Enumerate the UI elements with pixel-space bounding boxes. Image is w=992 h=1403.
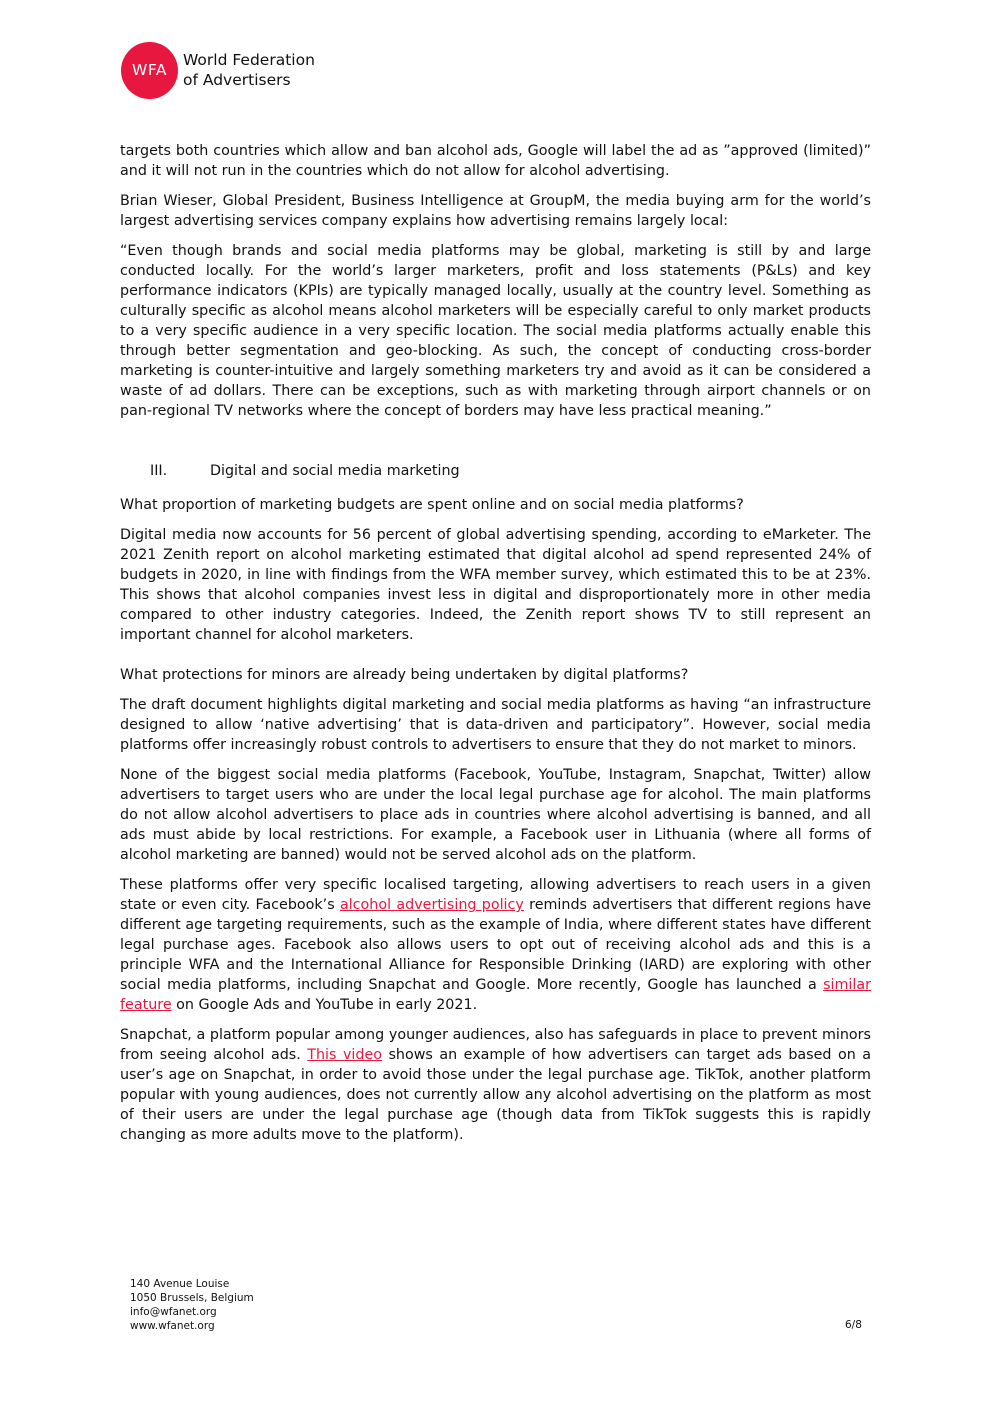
paragraph-draft-document: The draft document highlights digital marketing and social media platforms as having “an infrastructure designed to allow ‘native advertising’ that is data-driven and participatory”. However, social media platforms offer increasingly robust controls to advertisers to ensure that they do not market to minors. (120, 697, 871, 753)
text-segment: reminds advertisers that different regions have different age targeting requirements, such as the example of India, where different states have different legal purchase ages. Facebook also allows users to opt out of receiving alcohol ads and this is a principle WFA and the International Alliance for Responsible Drinking (IARD) are exploring with other social media platforms, including Snapchat and Google. More recently, Google has launched a (120, 897, 871, 993)
wfa-logo (121, 41, 341, 99)
footer-city: 1050 Brussels, Belgium (130, 1292, 254, 1304)
text-segment: These platforms offer very specific localised targeting, allowing advertisers to reach users in a given state or even city. Facebook’s (120, 877, 871, 913)
similar-feature-link[interactable]: similar feature (120, 977, 871, 1013)
footer-street: 140 Avenue Louise (130, 1278, 230, 1290)
paragraph-snapchat (120, 1025, 871, 1145)
paragraph-localised-targeting (120, 875, 871, 1015)
document-body (120, 141, 871, 1155)
paragraph-brian-wieser-intro: Brian Wieser, Global President, Business Intelligence at GroupM, the media buying arm for the world’s largest advertising services company explains how advertising remains largely local: (120, 193, 871, 229)
wfa-logo-wordmark (183, 50, 315, 90)
footer-website: www.wfanet.org (130, 1320, 215, 1332)
paragraph-wieser-quote: “Even though brands and social media platforms may be global, marketing is still by and large conducted locally. For the world’s larger marketers, profit and loss statements (P&Ls) and key performance indicators (KPIs) are typically managed locally, usually at the country level. Something as culturally specific as alcohol means alcohol marketers will be especially careful to only market products to a very specific audience in a very specific location. The social media platforms actually enable this through better segmentation and geo-blocking. As such, the concept of conducting cross-border marketing is counter-intuitive and largely something marketers try and avoid as it can be considered a waste of ad dollars. There can be exceptions, such as with marketing through airport channels or on pan-regional TV networks where the concept of borders may have less practical meaning.” (120, 243, 871, 419)
section-title: Digital and social media marketing (210, 463, 460, 479)
question-protections: What protections for minors are already being undertaken by digital platforms? (120, 667, 689, 683)
paragraph-google-label: targets both countries which allow and ban alcohol ads, Google will label the ad as ”approved (limited)” and it will not run in the countries which do not allow for alcohol advertising. (120, 143, 871, 179)
section-heading (120, 461, 871, 481)
page-number: 6/8 (845, 1319, 862, 1331)
logo-line-1: World Federation (183, 51, 315, 69)
section-number: III. (150, 463, 168, 479)
text-segment: on Google Ads and YouTube in early 2021. (171, 997, 478, 1013)
paragraph-platform-restrictions: None of the biggest social media platforms (Facebook, YouTube, Instagram, Snapchat, Twitter) allow advertisers to target users who are under the local legal purchase age for alcohol. The main platforms do not allow alcohol advertisers to place ads in countries where alcohol advertising is banned, and all ads must abide by local restrictions. For example, a Facebook user in Lithuania (where all forms of alcohol marketing are banned) would not be served alcohol ads on the platform. (120, 767, 871, 863)
text-segment: Snapchat, a platform popular among younger audiences, also has safeguards in place to prevent minors from seeing alcohol ads. (120, 1027, 871, 1063)
this-video-link[interactable]: This video (307, 1047, 383, 1063)
paragraph-digital-spend: Digital media now accounts for 56 percent of global advertising spending, according to eMarketer. The 2021 Zenith report on alcohol marketing estimated that digital alcohol ad spend represented 24% of budgets in 2020, in line with findings from the WFA member survey, which estimated this to be at 23%. This shows that alcohol companies invest less in digital and disproportionately more in other media compared to other industry categories. Indeed, the Zenith report shows TV to still represent an important channel for alcohol marketers. (120, 527, 871, 643)
question-budgets: What proportion of marketing budgets are spent online and on social media platforms? (120, 497, 744, 513)
footer-email: info@wfanet.org (130, 1306, 217, 1318)
wfa-logo-badge: WFA (121, 42, 178, 99)
footer-address (130, 1277, 254, 1333)
text-segment: shows an example of how advertisers can target ads based on a user’s age on Snapchat, in order to avoid those under the legal purchase age. TikTok, another platform popular with young audiences, does not currently allow any alcohol advertising on the platform as most of their users are under the legal purchase age (though data from TikTok suggests this is rapidly changing as more adults move to the platform). (120, 1047, 872, 1143)
logo-line-2: of Advertisers (183, 71, 291, 89)
alcohol-advertising-policy-link[interactable]: alcohol advertising policy (339, 897, 524, 913)
